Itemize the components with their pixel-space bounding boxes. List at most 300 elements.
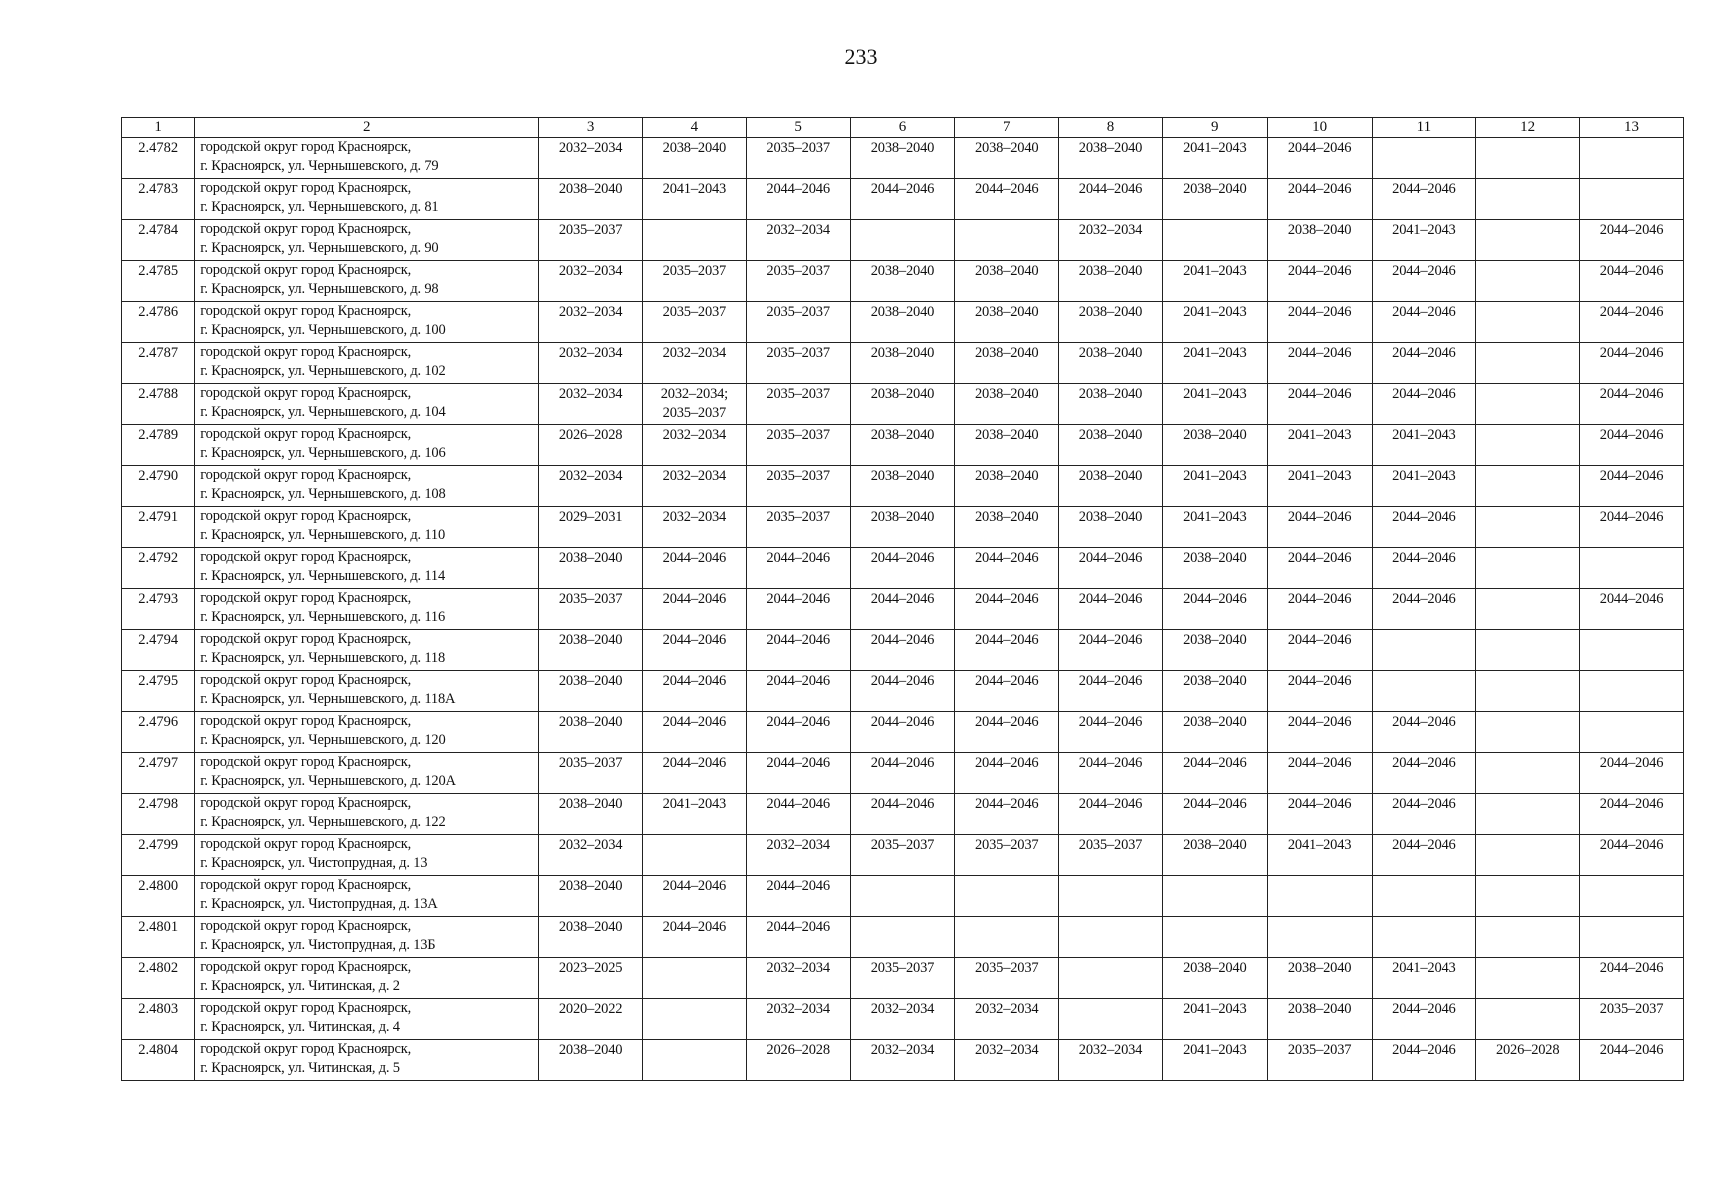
address-cell [195,548,539,589]
period-cell: 2038–2040 [955,302,1059,343]
period-cell: 2041–2043 [1372,958,1476,999]
table-row [122,835,1684,876]
address-cell [195,876,539,917]
period-cell: 2038–2040 [1162,179,1267,220]
period-cell: 2044–2046 [1372,179,1476,220]
period-cell: 2044–2046 [1267,794,1372,835]
period-cell: 2044–2046 [955,794,1059,835]
address-line: г. Красноярск, ул. Чернышевского, д. 122 [200,814,446,830]
table-row [122,794,1684,835]
address-cell [195,220,539,261]
column-header: 5 [746,118,850,138]
period-cell: 2041–2043 [1372,220,1476,261]
period-cell [850,876,955,917]
period-cell [1580,917,1684,958]
period-cell: 2044–2046 [642,876,746,917]
period-cell [1476,712,1580,753]
table-row [122,630,1684,671]
period-cell: 2035–2037 [746,138,850,179]
period-cell: 2044–2046 [1162,753,1267,794]
address-cell [195,425,539,466]
address-line: городской округ город Красноярск, [200,549,411,565]
row-number-cell: 2.4782 [122,138,195,179]
period-cell [850,220,955,261]
column-header: 7 [955,118,1059,138]
address-line: г. Красноярск, ул. Чистопрудная, д. 13А [200,896,438,912]
address-cell [195,589,539,630]
period-cell: 2044–2046 [1267,138,1372,179]
period-cell: 2035–2037 [850,958,955,999]
period-cell: 2044–2046 [955,671,1059,712]
period-cell: 2038–2040 [539,794,643,835]
period-cell: 2038–2040 [1059,343,1163,384]
column-header: 1 [122,118,195,138]
address-cell [195,302,539,343]
period-cell: 2035–2037 [746,425,850,466]
period-cell: 2041–2043 [1162,507,1267,548]
period-cell: 2032–2034 [539,384,643,425]
period-cell: 2026–2028 [539,425,643,466]
period-cell: 2044–2046 [1162,794,1267,835]
table-row [122,302,1684,343]
period-cell: 2038–2040 [850,507,955,548]
period-cell: 2032–2034 [746,999,850,1040]
period-cell [1476,630,1580,671]
period-cell: 2044–2046 [1059,671,1163,712]
period-cell: 2032–2034 [1059,1040,1163,1081]
table-body [122,138,1684,1081]
row-number-cell: 2.4785 [122,261,195,302]
address-line: г. Красноярск, ул. Чернышевского, д. 118А [200,691,456,707]
period-cell [1580,876,1684,917]
table-row [122,220,1684,261]
address-line: г. Красноярск, ул. Читинская, д. 2 [200,978,400,994]
column-header: 4 [642,118,746,138]
period-cell: 2041–2043 [1372,425,1476,466]
table-row [122,1040,1684,1081]
table-row [122,999,1684,1040]
period-cell: 2038–2040 [1059,302,1163,343]
period-cell [1372,671,1476,712]
period-cell: 2044–2046 [1580,343,1684,384]
period-cell: 2044–2046 [1267,589,1372,630]
table-row [122,712,1684,753]
period-cell: 2041–2043 [1372,466,1476,507]
period-cell [1476,835,1580,876]
address-line: городской округ город Красноярск, [200,508,411,524]
table-row [122,589,1684,630]
period-cell [1372,876,1476,917]
period-cell: 2038–2040 [1162,958,1267,999]
period-cell: 2044–2046 [746,589,850,630]
period-cell [1476,507,1580,548]
table-row [122,958,1684,999]
period-cell [1476,548,1580,589]
period-cell [1580,138,1684,179]
address-cell [195,138,539,179]
address-cell [195,1040,539,1081]
period-cell: 2026–2028 [746,1040,850,1081]
address-line: городской округ город Красноярск, [200,877,411,893]
period-cell: 2032–2034 [539,302,643,343]
address-line: г. Красноярск, ул. Чернышевского, д. 102 [200,363,446,379]
period-cell: 2032–2034 [642,507,746,548]
period-line: 2032–2034; [660,386,729,402]
period-cell: 2044–2046 [850,712,955,753]
period-cell: 2044–2046 [1372,261,1476,302]
data-table [121,117,1684,1081]
address-line: городской округ город Красноярск, [200,344,411,360]
column-header: 6 [850,118,955,138]
address-cell [195,753,539,794]
period-cell: 2038–2040 [955,343,1059,384]
row-number-cell: 2.4784 [122,220,195,261]
period-cell: 2038–2040 [1162,671,1267,712]
period-cell [1372,917,1476,958]
period-cell [1476,999,1580,1040]
address-line: г. Красноярск, ул. Чернышевского, д. 120А [200,773,456,789]
row-number-cell: 2.4792 [122,548,195,589]
period-cell: 2038–2040 [1059,384,1163,425]
period-cell: 2041–2043 [642,794,746,835]
address-line: г. Красноярск, ул. Чистопрудная, д. 13 [200,855,428,871]
period-cell: 2041–2043 [1162,261,1267,302]
address-line: г. Красноярск, ул. Чернышевского, д. 114 [200,568,445,584]
period-cell: 2032–2034 [539,835,643,876]
address-line: г. Красноярск, ул. Чернышевского, д. 108 [200,486,446,502]
period-cell [1476,425,1580,466]
period-cell [1580,179,1684,220]
address-line: г. Красноярск, ул. Чернышевского, д. 79 [200,158,439,174]
period-cell: 2038–2040 [955,138,1059,179]
period-cell: 2038–2040 [539,671,643,712]
period-cell: 2038–2040 [850,466,955,507]
period-cell: 2044–2046 [1372,753,1476,794]
row-number-cell: 2.4786 [122,302,195,343]
period-cell: 2038–2040 [955,384,1059,425]
period-cell: 2038–2040 [539,1040,643,1081]
period-cell: 2044–2046 [1267,261,1372,302]
address-line: городской округ город Красноярск, [200,795,411,811]
table-row [122,917,1684,958]
period-cell: 2038–2040 [1267,999,1372,1040]
address-cell [195,507,539,548]
address-line: г. Красноярск, ул. Чистопрудная, д. 13Б [200,937,436,953]
period-cell: 2038–2040 [1059,261,1163,302]
period-cell: 2041–2043 [642,179,746,220]
period-cell: 2044–2046 [642,753,746,794]
period-line: 2035–2037 [662,405,727,421]
period-cell [1580,630,1684,671]
period-cell [1476,589,1580,630]
address-line: городской округ город Красноярск, [200,303,411,319]
table-row [122,466,1684,507]
period-cell: 2023–2025 [539,958,643,999]
period-cell [1267,876,1372,917]
period-cell: 2044–2046 [1059,589,1163,630]
period-cell [642,220,746,261]
period-cell: 2038–2040 [1059,138,1163,179]
period-cell: 2044–2046 [1372,302,1476,343]
period-cell: 2044–2046 [955,753,1059,794]
period-cell: 2038–2040 [1162,425,1267,466]
period-cell: 2044–2046 [1267,753,1372,794]
page-number: 233 [844,44,878,69]
row-number-cell: 2.4799 [122,835,195,876]
table-row [122,671,1684,712]
period-cell: 2035–2037 [746,343,850,384]
address-cell [195,179,539,220]
period-cell [1476,958,1580,999]
address-line: г. Красноярск, ул. Читинская, д. 5 [200,1060,400,1076]
period-cell: 2044–2046 [1372,548,1476,589]
period-cell: 2044–2046 [1580,261,1684,302]
period-cell [1372,630,1476,671]
row-number-cell: 2.4802 [122,958,195,999]
address-line: г. Красноярск, ул. Чернышевского, д. 118 [200,650,445,666]
period-cell: 2044–2046 [1372,343,1476,384]
table-row [122,507,1684,548]
period-cell [1162,220,1267,261]
period-cell: 2044–2046 [1580,384,1684,425]
row-number-cell: 2.4795 [122,671,195,712]
period-cell: 2035–2037 [1580,999,1684,1040]
period-cell: 2038–2040 [850,138,955,179]
period-cell: 2044–2046 [746,630,850,671]
period-cell [1476,917,1580,958]
address-line: городской округ город Красноярск, [200,836,411,852]
period-cell: 2041–2043 [1162,999,1267,1040]
period-cell: 2044–2046 [1267,302,1372,343]
period-cell: 2044–2046 [1580,425,1684,466]
address-cell [195,999,539,1040]
address-cell [195,384,539,425]
address-cell [195,261,539,302]
period-cell: 2041–2043 [1267,835,1372,876]
period-cell: 2044–2046 [642,712,746,753]
period-cell: 2044–2046 [746,753,850,794]
row-number-cell: 2.4783 [122,179,195,220]
period-cell [850,917,955,958]
period-cell: 2038–2040 [850,343,955,384]
address-line: городской округ город Красноярск, [200,918,411,934]
address-line: г. Красноярск, ул. Чернышевского, д. 120 [200,732,446,748]
period-cell: 2041–2043 [1267,466,1372,507]
period-cell: 2044–2046 [955,589,1059,630]
period-cell [642,958,746,999]
period-cell: 2044–2046 [850,794,955,835]
period-cell: 2035–2037 [642,261,746,302]
row-number-cell: 2.4798 [122,794,195,835]
address-line: г. Красноярск, ул. Чернышевского, д. 106 [200,445,446,461]
period-cell: 2038–2040 [1267,220,1372,261]
period-cell: 2035–2037 [539,220,643,261]
period-cell: 2038–2040 [1162,630,1267,671]
period-cell: 2044–2046 [1580,1040,1684,1081]
period-cell: 2044–2046 [850,753,955,794]
period-cell: 2032–2034 [539,343,643,384]
period-cell: 2038–2040 [850,302,955,343]
period-cell: 2020–2022 [539,999,643,1040]
period-cell: 2044–2046 [1372,507,1476,548]
period-cell: 2044–2046 [1372,835,1476,876]
period-cell: 2038–2040 [642,138,746,179]
period-cell: 2044–2046 [1059,794,1163,835]
period-cell: 2044–2046 [1059,548,1163,589]
period-cell: 2029–2031 [539,507,643,548]
period-cell: 2041–2043 [1162,343,1267,384]
table-row [122,384,1684,425]
address-line: городской округ город Красноярск, [200,262,411,278]
address-line: городской округ город Красноярск, [200,590,411,606]
period-cell [955,220,1059,261]
address-line: городской округ город Красноярск, [200,180,411,196]
period-cell [1059,876,1163,917]
period-cell: 2044–2046 [1580,302,1684,343]
period-cell: 2044–2046 [1580,507,1684,548]
column-header: 9 [1162,118,1267,138]
address-line: городской округ город Красноярск, [200,1000,411,1016]
row-number-cell: 2.4804 [122,1040,195,1081]
period-cell: 2044–2046 [1059,630,1163,671]
table-row [122,138,1684,179]
address-line: городской округ город Красноярск, [200,139,411,155]
address-line: г. Красноярск, ул. Чернышевского, д. 116 [200,609,445,625]
period-cell: 2044–2046 [642,671,746,712]
period-cell: 2044–2046 [1580,835,1684,876]
row-number-cell: 2.4800 [122,876,195,917]
period-cell: 2035–2037 [1059,835,1163,876]
table-header-row [122,118,1684,138]
period-cell: 2044–2046 [1162,589,1267,630]
address-cell [195,466,539,507]
period-cell: 2035–2037 [539,589,643,630]
period-cell: 2044–2046 [1059,712,1163,753]
period-cell: 2032–2034 [746,220,850,261]
period-cell: 2038–2040 [539,876,643,917]
period-cell: 2044–2046 [850,548,955,589]
address-line: г. Красноярск, ул. Чернышевского, д. 110 [200,527,445,543]
period-cell [642,835,746,876]
row-number-cell: 2.4789 [122,425,195,466]
table-row [122,343,1684,384]
period-cell: 2038–2040 [539,712,643,753]
period-cell: 2035–2037 [746,384,850,425]
period-cell: 2032–2034 [642,343,746,384]
address-cell [195,958,539,999]
period-cell: 2026–2028 [1476,1040,1580,1081]
period-cell [642,1040,746,1081]
period-cell: 2044–2046 [1267,384,1372,425]
period-cell: 2035–2037 [1267,1040,1372,1081]
period-cell: 2035–2037 [746,302,850,343]
period-cell: 2044–2046 [955,712,1059,753]
period-cell: 2044–2046 [850,179,955,220]
period-cell: 2044–2046 [746,712,850,753]
period-cell: 2032–2034 [1059,220,1163,261]
period-cell: 2044–2046 [1267,343,1372,384]
period-cell: 2044–2046 [642,630,746,671]
period-cell: 2044–2046 [1267,548,1372,589]
period-cell: 2044–2046 [642,917,746,958]
period-cell: 2044–2046 [955,179,1059,220]
period-cell: 2032–2034 [539,261,643,302]
address-cell [195,794,539,835]
address-line: городской округ город Красноярск, [200,713,411,729]
period-cell: 2041–2043 [1162,302,1267,343]
period-cell: 2038–2040 [539,548,643,589]
period-cell [642,999,746,1040]
period-cell: 2032–2034 [746,958,850,999]
table-row [122,548,1684,589]
period-cell: 2044–2046 [746,179,850,220]
address-line: городской округ город Красноярск, [200,754,411,770]
period-cell [1580,548,1684,589]
period-cell: 2044–2046 [1372,1040,1476,1081]
period-cell: 2044–2046 [1059,753,1163,794]
column-header: 13 [1580,118,1684,138]
period-cell: 2044–2046 [1372,712,1476,753]
column-header: 10 [1267,118,1372,138]
period-cell [1476,794,1580,835]
period-cell: 2035–2037 [746,466,850,507]
period-cell [1372,138,1476,179]
period-cell: 2044–2046 [850,671,955,712]
period-cell: 2032–2034 [642,466,746,507]
period-cell [1059,917,1163,958]
period-cell: 2038–2040 [1162,548,1267,589]
period-cell: 2032–2034 [850,999,955,1040]
period-cell: 2041–2043 [1162,1040,1267,1081]
address-line: городской округ город Красноярск, [200,672,411,688]
period-cell: 2038–2040 [850,384,955,425]
address-cell [195,712,539,753]
row-number-cell: 2.4793 [122,589,195,630]
period-cell: 2044–2046 [746,917,850,958]
period-cell: 2041–2043 [1162,466,1267,507]
period-cell: 2044–2046 [1580,220,1684,261]
table-row [122,753,1684,794]
address-line: г. Красноярск, ул. Чернышевского, д. 90 [200,240,439,256]
address-cell [195,343,539,384]
period-cell: 2044–2046 [1372,384,1476,425]
period-cell: 2044–2046 [1580,589,1684,630]
table-row [122,261,1684,302]
period-cell [1267,917,1372,958]
address-line: г. Красноярск, ул. Читинская, д. 4 [200,1019,400,1035]
period-cell [1476,261,1580,302]
period-cell [1476,671,1580,712]
period-cell [642,384,746,425]
period-cell [1476,384,1580,425]
period-cell: 2044–2046 [850,630,955,671]
address-line: городской округ город Красноярск, [200,426,411,442]
address-line: городской округ город Красноярск, [200,467,411,483]
period-cell: 2044–2046 [1580,794,1684,835]
period-cell: 2038–2040 [539,179,643,220]
period-cell: 2035–2037 [746,507,850,548]
period-cell: 2038–2040 [850,425,955,466]
period-cell: 2038–2040 [955,507,1059,548]
period-cell: 2035–2037 [539,753,643,794]
column-header: 8 [1059,118,1163,138]
period-cell: 2038–2040 [1162,835,1267,876]
period-cell [1476,220,1580,261]
row-number-cell: 2.4801 [122,917,195,958]
period-cell: 2044–2046 [850,589,955,630]
period-cell: 2044–2046 [642,589,746,630]
row-number-cell: 2.4790 [122,466,195,507]
